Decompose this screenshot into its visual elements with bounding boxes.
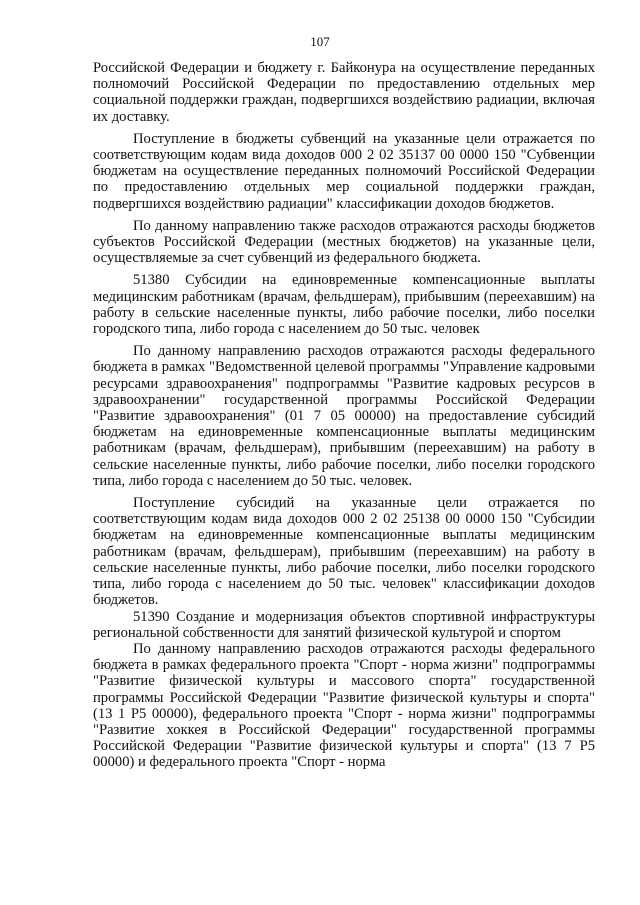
paragraph-51380-revenue: Поступление субсидий на указанные цели отражается по соответствующим кодам вида доходов 000 2 02 25138 00 0000 150 "Субсидии бюджетам на единовременные компенсационные выплаты медицинским работникам (врачам, фельдшерам), прибывшим (переехавшим) на работу в сельские населенные пункты, либо рабочие поселки, либо поселки городского типа, либо города с населением до 50 тыс. человек" классификации доходов бюджетов. <box>93 495 595 609</box>
heading-51390: 51390 Создание и модернизация объектов спортивной инфраструктуры региональной собственности для занятий физической культурой и спортом <box>93 608 595 641</box>
paragraph-subvention-revenue: Поступление в бюджеты субвенций на указанные цели отражается по соответствующим кодам вида доходов 000 2 02 35137 00 0000 150 "Субвенции бюджетам на осуществление переданных полномочий Российской Федерации по предоставлению отдельных мер социальной поддержки граждан, подвергшихся воздействию радиации" классификации доходов бюджетов. <box>93 130 595 212</box>
document-body <box>93 60 595 777</box>
page-number: 107 <box>310 34 330 49</box>
paragraph-51390-expenses: По данному направлению расходов отражаются расходы федерального бюджета в рамках федерального проекта "Спорт - норма жизни" подпрограммы "Развитие физической культуры и массового спорта" государственной программы Российской Федерации "Развитие физической культуры и спорта" (13 1 P5 00000), федерального проекта "Спорт - норма жизни" подпрограммы "Развитие хоккея в Российской Федерации" государственной программы Российской Федерации "Развитие физической культуры и спорта" (13 7 P5 00000) и федерального проекта "Спорт - норма <box>93 640 595 771</box>
paragraph-51380-expenses: По данному направлению расходов отражаются расходы федерального бюджета в рамках "Ведомственной целевой программы "Управление кадровыми ресурсами здравоохранения" подпрограммы "Развитие кадровых ресурсов в здравоохранении" государственной программы Российской Федерации "Развитие здравоохранения" (01 7 05 00000) на предоставление субсидий бюджетам на единовременные компенсационные выплаты медицинским работникам (врачам, фельдшерам), прибывшим (переехавшим) на работу в сельские населенные пункты, либо рабочие поселки, либо поселки городского типа, либо города с населением до 50 тыс. человек. <box>93 343 595 489</box>
heading-51380: 51380 Субсидии на единовременные компенсационные выплаты медицинским работникам (врачам, фельдшерам), прибывшим (переехавшим) на работу в сельские населенные пункты, либо рабочие поселки, либо поселки городского типа, либо города с населением до 50 тыс. человек <box>93 272 595 338</box>
paragraph-regional-expenses: По данному направлению также расходов отражаются расходы бюджетов субъектов Российской Федерации (местных бюджетов) на указанные цели, осуществляемые за счет субвенций из федерального бюджета. <box>93 217 595 267</box>
paragraph-baikonur-continuation: Российской Федерации и бюджету г. Байконура на осуществление переданных полномочий Российской Федерации по предоставлению отдельных мер социальной поддержки граждан, подвергшихся воздействию радиации, включая их доставку. <box>93 60 595 125</box>
